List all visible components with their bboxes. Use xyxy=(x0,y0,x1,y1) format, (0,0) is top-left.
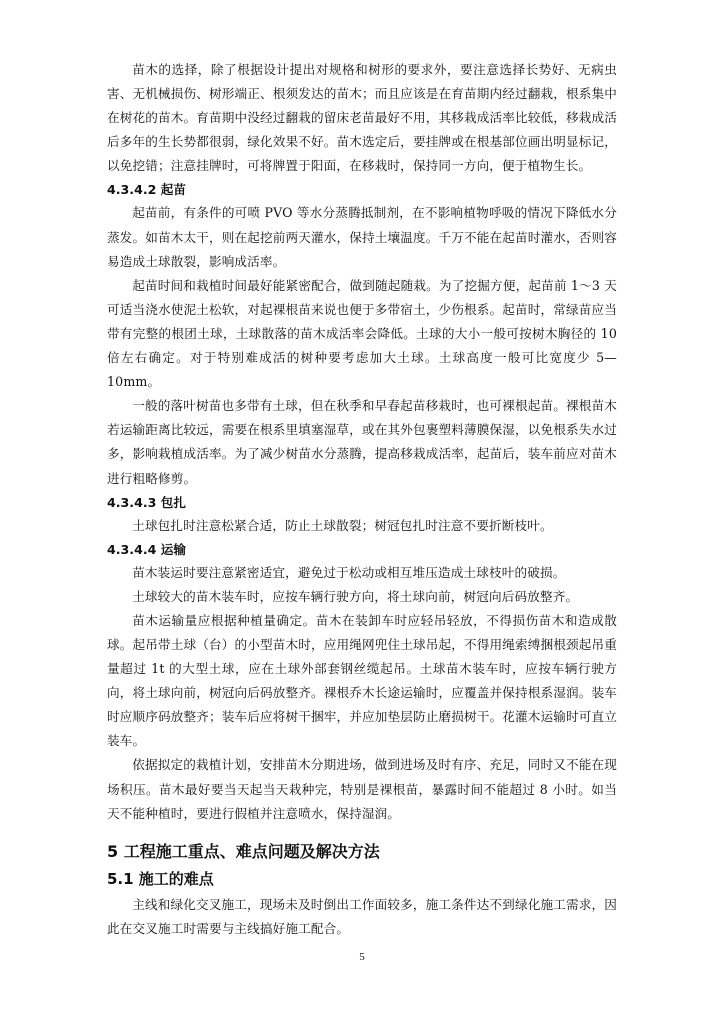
paragraph-transport-volume: 苗木运输量应根据种植量确定。苗木在装卸车时应轻吊轻放，不得损伤苗木和造成散球。起吊带土球（台）的小型苗木时，应用绳网兜住土球吊起，不得用绳索缚捆根颈起吊重量超过 1t 的大型土球，应在土球外部套钢丝缆起吊。土球苗木装车时，应按车辆行驶方向，将土球向前，树冠向后码放整齐。裸根乔木长途运输时，应覆盖并保持根系湿润。装车时应顺序码放整齐；装车后应将树干捆牢，并应加垫层防止磨损树干。花灌木运输时可直立装车。 xyxy=(107,612,617,749)
paragraph-planting-plan: 依据拟定的栽植计划，安排苗木分期进场，做到进场及时有序、充足，同时又不能在现场积压。苗木最好要当天起当天栽种完，特别是裸根苗，暴露时间不能超过 8 小时。如当天不能种植时，要进行假植并注意喷水，保持湿润。 xyxy=(107,757,617,821)
paragraph-large-rootball: 土球较大的苗木装车时，应按车辆行驶方向，将土球向前，树冠向后码放整齐。 xyxy=(132,588,579,604)
paragraph-loading: 苗木装运时要注意紧密适宜，避免过于松动或相互堆压造成土球枝叶的破损。 xyxy=(132,564,566,580)
paragraph-seedling-selection: 苗木的选择，除了根据设计提出对规格和树形的要求外，要注意选择长势好、无病虫害、无机械损伤、树形端正、根须发达的苗木；而且应该是在育苗期内经过翻栽，根系集中在树花的苗木。育苗期中没经过翻栽的留床老苗最好不用，其移栽成活率比较低，移栽成活后多年的生长势都很弱，绿化效果不好。苗木选定后，要挂牌或在根基部位画出明显标记，以免挖错；注意挂牌时，可将牌置于阳面，在移栽时，保持同一方向，便于植物生长。 xyxy=(107,62,617,174)
heading-4-3-4-4: 4.3.4.4 运输 xyxy=(107,541,186,557)
paragraph-wrapping: 土球包扎时注意松紧合适，防止土球散裂；树冠包扎时注意不要折断枝叶。 xyxy=(132,517,553,533)
heading-section-5: 5 工程施工重点、难点问题及解决方法 xyxy=(107,841,380,861)
heading-section-5-1: 5.1 施工的难点 xyxy=(107,869,214,888)
document-body xyxy=(107,58,617,941)
heading-4-3-4-2: 4.3.4.2 起苗 xyxy=(107,182,186,198)
page-number: 5 xyxy=(359,951,365,963)
paragraph-lifting-timing: 起苗时间和栽植时间最好能紧密配合，做到随起随栽。为了挖掘方便，起苗前 1～3 天可适当浇水使泥土松软，对起裸根苗来说也便于多带宿土，少伤根系。起苗时，常绿苗应当带有完整的根团土球，土球散落的苗木成活率会降低。土球的大小一般可按树木胸径的 10 倍左右确定。对于特别难成活的树种要考虑加大土球。土球高度一般可比宽度少 5—10mm。 xyxy=(107,277,617,390)
heading-4-3-4-3: 4.3.4.3 包扎 xyxy=(107,494,186,510)
paragraph-deciduous-seedlings: 一般的落叶树苗也多带有土球，但在秋季和早春起苗移栽时，也可裸根起苗。裸根苗木若运输距离比较远，需要在根系里填塞湿草，或在其外包裹塑料薄膜保湿，以免根系失水过多，影响栽植成活率。为了减少树苗水分蒸腾，提高移栽成活率，起苗后，装车前应对苗木进行粗略修剪。 xyxy=(107,398,617,486)
paragraph-before-lifting: 起苗前，有条件的可喷 PVO 等水分蒸腾抵制剂，在不影响植物呼吸的情况下降低水分蒸发。如苗木太干，则在起挖前两天灌水，保持土壤温度。千万不能在起苗时灌水，否则容易造成土球散裂，影响成活率。 xyxy=(107,205,617,269)
paragraph-construction-difficulty: 主线和绿化交叉施工，现场未及时倒出工作面较多，施工条件达不到绿化施工需求，因此在交叉施工时需要与主线搞好施工配合。 xyxy=(107,896,617,936)
